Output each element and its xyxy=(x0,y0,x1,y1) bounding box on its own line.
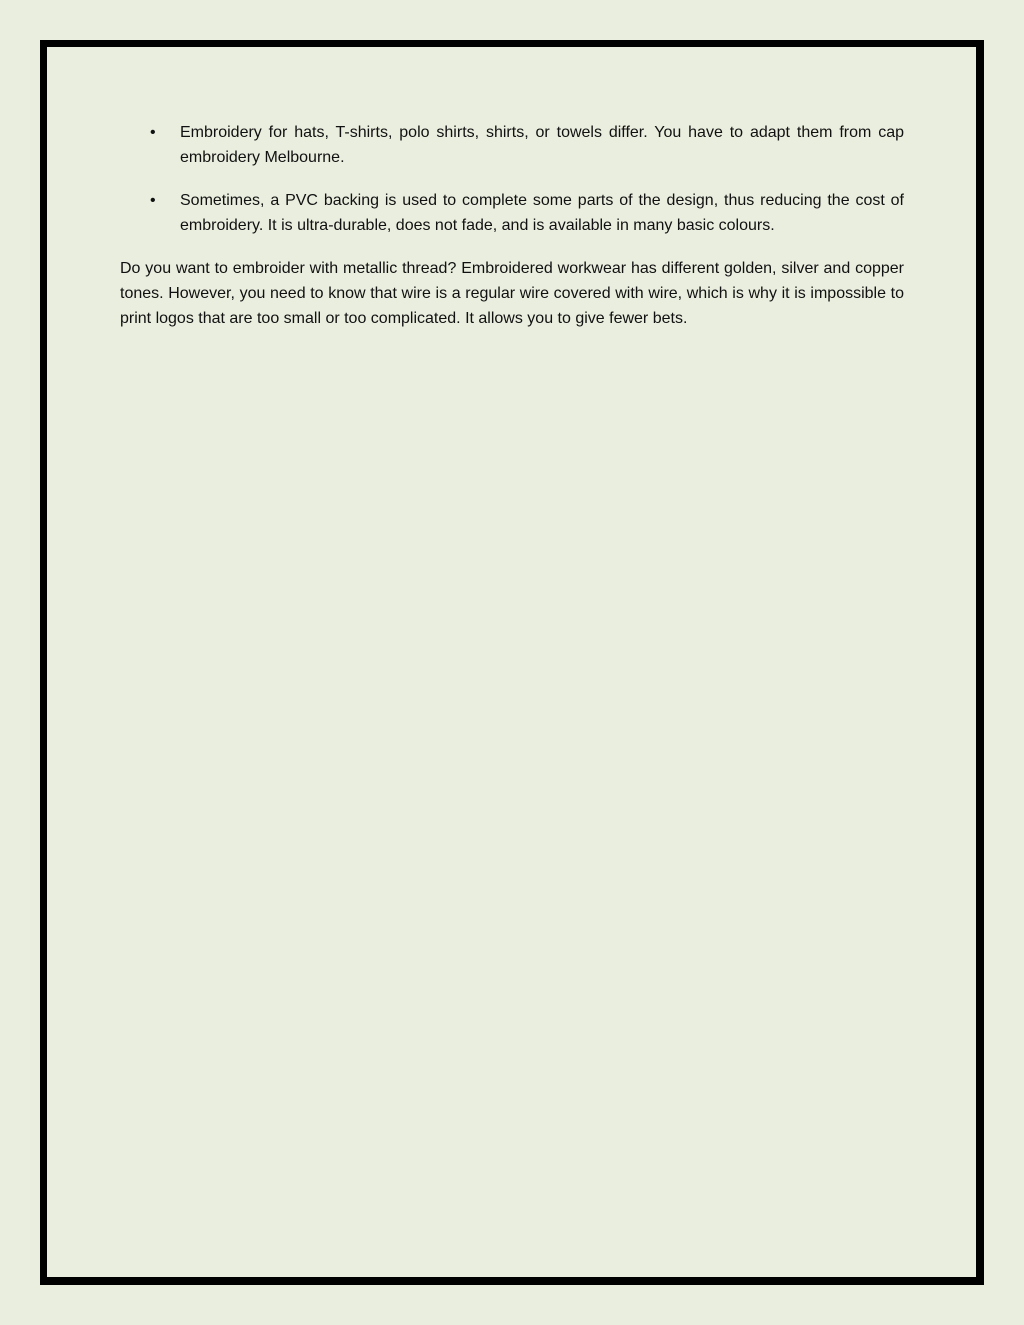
document-content xyxy=(120,120,904,331)
bullet-item-pvc xyxy=(120,188,904,238)
bullet-text-pvc: Sometimes, a PVC backing is used to complete some parts of the design, thus reducing the cost of embroidery. It is ultra-durable, does not fade, and is available in many basic colours. xyxy=(180,192,904,234)
body-paragraph: Do you want to embroider with metallic thread? Embroidered workwear has different golden, silver and copper tones. However, you need to know that wire is a regular wire covered with wire, which is why it is impossible to print logos that are too small or too complicated. It allows you to give fewer bets. xyxy=(120,260,904,327)
bullet-list xyxy=(120,120,904,238)
bullet-item-hats xyxy=(120,120,904,170)
bullet-text-hats: Embroidery for hats, T-shirts, polo shirts, shirts, or towels differ. You have to adapt them from cap embroidery Melbourne. xyxy=(180,124,904,166)
